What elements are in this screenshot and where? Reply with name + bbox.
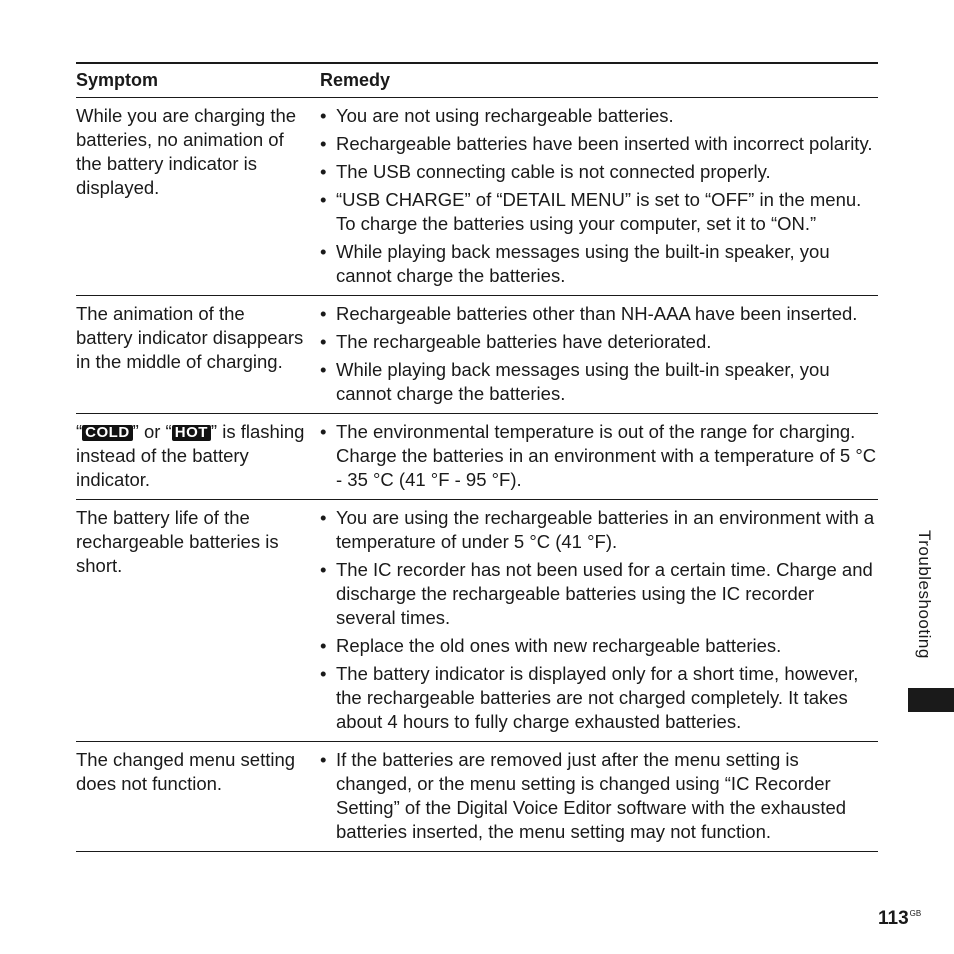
table-row bbox=[76, 296, 878, 414]
remedy-cell bbox=[320, 98, 878, 296]
symptom-cell: The animation of the battery indicator disappears in the middle of charging. bbox=[76, 303, 304, 372]
remedy-text: The rechargeable batteries have deteriorated. bbox=[336, 331, 712, 352]
page-number-value: 113 bbox=[878, 908, 909, 929]
remedy-item bbox=[320, 240, 878, 288]
hot-indicator-icon: HOT bbox=[172, 425, 211, 441]
remedy-item bbox=[320, 132, 878, 156]
section-tab-marker bbox=[908, 688, 954, 712]
remedy-text: While playing back messages using the built-in speaker, you cannot charge the batteries. bbox=[336, 241, 830, 286]
symptom-header: Symptom bbox=[76, 70, 159, 90]
cold-indicator-icon: COLD bbox=[82, 425, 133, 441]
remedy-list bbox=[320, 506, 878, 734]
bullet-icon: • bbox=[320, 331, 327, 352]
remedy-text: “USB CHARGE” of “DETAIL MENU” is set to “OFF” in the menu. To charge the batteries using your computer, set it to “ON.” bbox=[336, 189, 862, 234]
remedy-cell bbox=[320, 500, 878, 742]
remedy-text: The USB connecting cable is not connected properly. bbox=[336, 161, 771, 182]
bullet-icon: • bbox=[320, 189, 327, 210]
table-row bbox=[76, 414, 878, 500]
quote-text: “ bbox=[76, 421, 83, 442]
remedy-list bbox=[320, 748, 878, 844]
remedy-item bbox=[320, 104, 878, 128]
remedy-text: Rechargeable batteries have been inserted with incorrect polarity. bbox=[336, 133, 873, 154]
remedy-item bbox=[320, 302, 878, 326]
page-number-suffix: GB bbox=[909, 909, 922, 918]
bullet-icon: • bbox=[320, 359, 327, 380]
remedy-text: Replace the old ones with new rechargeable batteries. bbox=[336, 635, 782, 656]
remedy-item bbox=[320, 634, 878, 658]
bullet-icon: • bbox=[320, 105, 327, 126]
table-row bbox=[76, 98, 878, 296]
table-header-row bbox=[76, 63, 878, 98]
remedy-cell bbox=[320, 742, 878, 852]
remedy-item bbox=[320, 748, 878, 844]
bullet-icon: • bbox=[320, 303, 327, 324]
troubleshooting-table bbox=[76, 62, 878, 852]
symptom-text: ” is flashing instead of the battery indicator. bbox=[76, 421, 305, 490]
bullet-icon: • bbox=[320, 663, 327, 684]
remedy-text: If the batteries are removed just after the menu setting is changed, or the menu setting is changed using “IC Recorder Setting” of the Digital Voice Editor software with the exhausted batteries inserted, the menu setting may not function. bbox=[336, 749, 847, 842]
remedy-item bbox=[320, 330, 878, 354]
bullet-icon: • bbox=[320, 749, 327, 770]
section-side-label: Troubleshooting bbox=[915, 530, 934, 659]
table-row bbox=[76, 500, 878, 742]
quote-text: ” or “ bbox=[132, 421, 172, 442]
remedy-text: While playing back messages using the built-in speaker, you cannot charge the batteries. bbox=[336, 359, 830, 404]
symptom-cell: The battery life of the rechargeable batteries is short. bbox=[76, 507, 279, 576]
remedy-text: The IC recorder has not been used for a certain time. Charge and discharge the rechargeable batteries using the IC recorder several times. bbox=[336, 559, 873, 628]
remedy-item bbox=[320, 506, 878, 554]
remedy-item bbox=[320, 358, 878, 406]
remedy-list bbox=[320, 104, 878, 288]
remedy-text: The battery indicator is displayed only for a short time, however, the rechargeable batteries are not charged completely. It takes about 4 hours to fully charge exhausted batteries. bbox=[336, 663, 859, 732]
symptom-cell: While you are charging the batteries, no animation of the battery indicator is displayed. bbox=[76, 105, 297, 198]
bullet-icon: • bbox=[320, 133, 327, 154]
remedy-item bbox=[320, 662, 878, 734]
remedy-text: Rechargeable batteries other than NH-AAA have been inserted. bbox=[336, 303, 858, 324]
page-number bbox=[878, 908, 921, 930]
remedy-text: You are not using rechargeable batteries. bbox=[336, 105, 674, 126]
remedy-list bbox=[320, 302, 878, 406]
remedy-item bbox=[320, 420, 878, 492]
remedy-cell bbox=[320, 296, 878, 414]
bullet-icon: • bbox=[320, 421, 327, 442]
bullet-icon: • bbox=[320, 559, 327, 580]
bullet-icon: • bbox=[320, 507, 327, 528]
remedy-cell bbox=[320, 414, 878, 500]
bullet-icon: • bbox=[320, 241, 327, 262]
remedy-item bbox=[320, 558, 878, 630]
bullet-icon: • bbox=[320, 161, 327, 182]
remedy-text: The environmental temperature is out of the range for charging. Charge the batteries in an environment with a temperature of 5 °C - 35 °C (41 °F - 95 °F). bbox=[336, 421, 877, 490]
symptom-cell: The changed menu setting does not function. bbox=[76, 749, 296, 794]
remedy-header: Remedy bbox=[320, 70, 391, 90]
bullet-icon: • bbox=[320, 635, 327, 656]
remedy-text: You are using the rechargeable batteries in an environment with a temperature of under 5 °C (41 °F). bbox=[336, 507, 875, 552]
remedy-item bbox=[320, 160, 878, 184]
table-row bbox=[76, 742, 878, 852]
symptom-cell bbox=[76, 414, 320, 500]
remedy-list bbox=[320, 420, 878, 492]
remedy-item bbox=[320, 188, 878, 236]
